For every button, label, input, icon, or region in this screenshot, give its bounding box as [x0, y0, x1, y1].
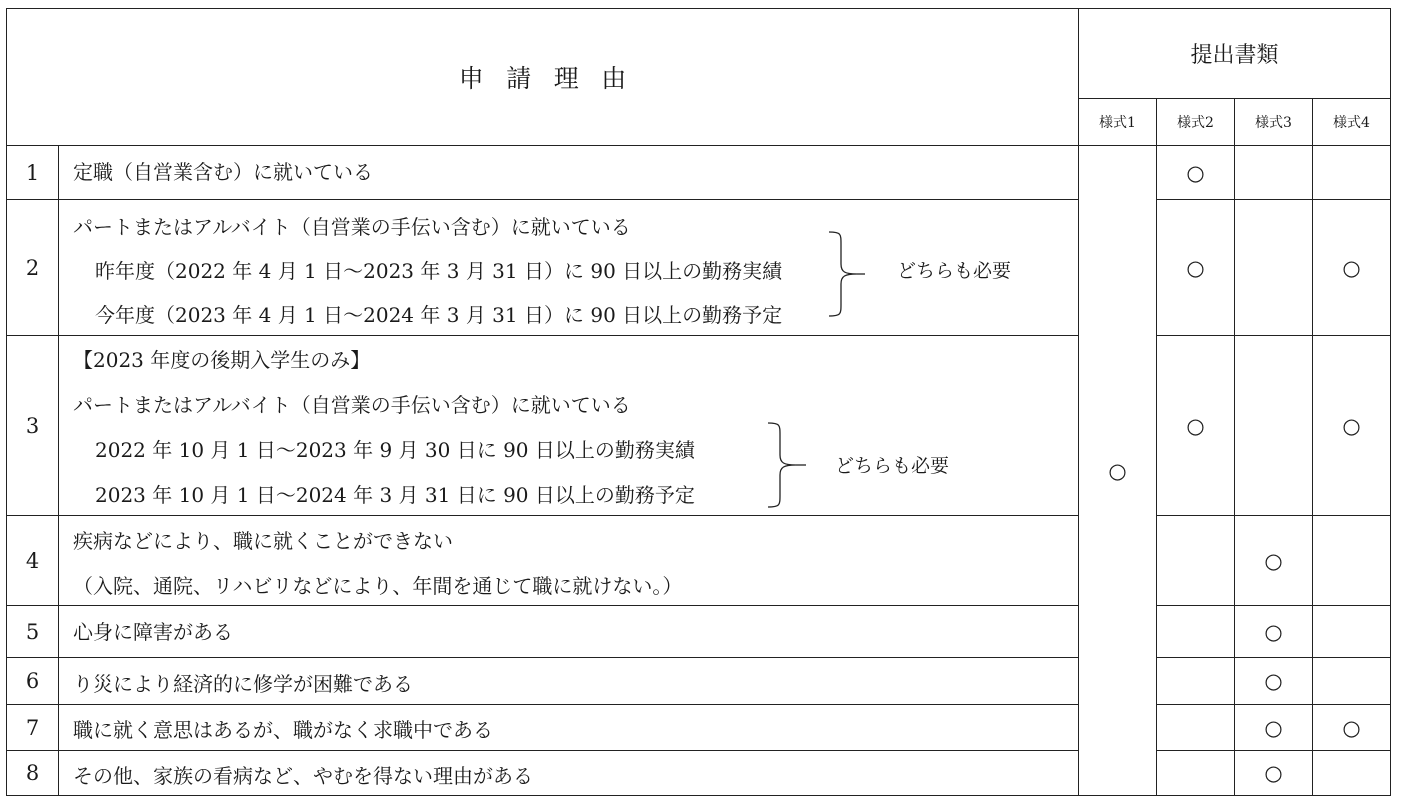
curly-brace-icon	[827, 230, 867, 318]
reason-line: 2022 年 10 月 1 日～2023 年 9 月 30 日に 90 日以上の勤務実績	[95, 438, 695, 462]
form2-mark	[1157, 606, 1235, 658]
form4-mark	[1313, 751, 1391, 796]
reason-line: パートまたはアルバイト（自営業の手伝い含む）に就いている	[73, 215, 631, 239]
row-reason	[59, 705, 1079, 751]
reason-line: 昨年度（2022 年 4 月 1 日～2023 年 3 月 31 日）に 90 日以上の勤務実績	[95, 259, 783, 283]
header-form-4: 様式4	[1313, 99, 1391, 146]
reason-line: 疾病などにより、職に就くことができない	[73, 529, 453, 553]
table-row	[7, 658, 1391, 705]
row-reason	[59, 658, 1079, 705]
both-required-note: どちらも必要	[897, 260, 1012, 282]
row-reason	[59, 606, 1079, 658]
header-reason: 申請理由	[7, 9, 1079, 146]
table-row	[7, 516, 1391, 606]
form4-mark: ○	[1313, 200, 1391, 336]
form4-mark	[1313, 516, 1391, 606]
row-number: 6	[7, 658, 59, 705]
reason-line: 職に就く意思はあるが、職がなく求職中である	[73, 718, 493, 742]
table-row	[7, 751, 1391, 796]
form3-mark: ○	[1235, 751, 1313, 796]
form3-mark	[1235, 336, 1313, 516]
table-row	[7, 146, 1391, 200]
form2-mark	[1157, 516, 1235, 606]
form2-mark: ○	[1157, 146, 1235, 200]
reason-line: 【2023 年度の後期入学生のみ】	[73, 348, 371, 372]
reason-line: 今年度（2023 年 4 月 1 日～2024 年 3 月 31 日）に 90 日以上の勤務予定	[95, 303, 783, 327]
row-number: 1	[7, 146, 59, 200]
table-row	[7, 705, 1391, 751]
reason-line: パートまたはアルバイト（自営業の手伝い含む）に就いている	[73, 393, 631, 417]
row-number: 7	[7, 705, 59, 751]
both-required-note: どちらも必要	[835, 455, 950, 477]
form2-mark	[1157, 658, 1235, 705]
form3-mark: ○	[1235, 658, 1313, 705]
form4-mark	[1313, 146, 1391, 200]
form4-mark	[1313, 606, 1391, 658]
reason-line: その他、家族の看病など、やむを得ない理由がある	[73, 764, 533, 788]
row-number: 2	[7, 200, 59, 336]
row-reason	[59, 200, 1079, 336]
form3-mark: ○	[1235, 606, 1313, 658]
header-form-3: 様式3	[1235, 99, 1313, 146]
form2-mark	[1157, 705, 1235, 751]
reason-line: 心身に障害がある	[73, 620, 233, 644]
form3-mark: ○	[1235, 705, 1313, 751]
form2-mark: ○	[1157, 200, 1235, 336]
reason-line: 定職（自営業含む）に就いている	[73, 160, 373, 184]
table-row	[7, 200, 1391, 336]
application-reason-table	[6, 8, 1391, 796]
row-reason	[59, 751, 1079, 796]
form2-mark	[1157, 751, 1235, 796]
form3-mark	[1235, 200, 1313, 336]
reason-line: 2023 年 10 月 1 日～2024 年 3 月 31 日に 90 日以上の勤務予定	[95, 483, 695, 507]
table-row	[7, 336, 1391, 516]
table-row	[7, 606, 1391, 658]
form3-mark	[1235, 146, 1313, 200]
row-reason	[59, 336, 1079, 516]
reason-line: （入院、通院、リハビリなどにより、年間を通じて職に就けない。）	[73, 574, 683, 598]
form3-mark: ○	[1235, 516, 1313, 606]
header-form-2: 様式2	[1157, 99, 1235, 146]
form4-mark: ○	[1313, 705, 1391, 751]
form4-mark	[1313, 658, 1391, 705]
form1-mark: ○	[1079, 146, 1157, 796]
reason-line: り災により経済的に修学が困難である	[73, 672, 413, 696]
row-reason	[59, 516, 1079, 606]
row-number: 4	[7, 516, 59, 606]
curly-brace-icon	[766, 421, 808, 509]
row-reason	[59, 146, 1079, 200]
form2-mark: ○	[1157, 336, 1235, 516]
row-number: 8	[7, 751, 59, 796]
header-form-1: 様式1	[1079, 99, 1157, 146]
header-documents: 提出書類	[1079, 9, 1391, 99]
row-number: 5	[7, 606, 59, 658]
form4-mark: ○	[1313, 336, 1391, 516]
row-number: 3	[7, 336, 59, 516]
